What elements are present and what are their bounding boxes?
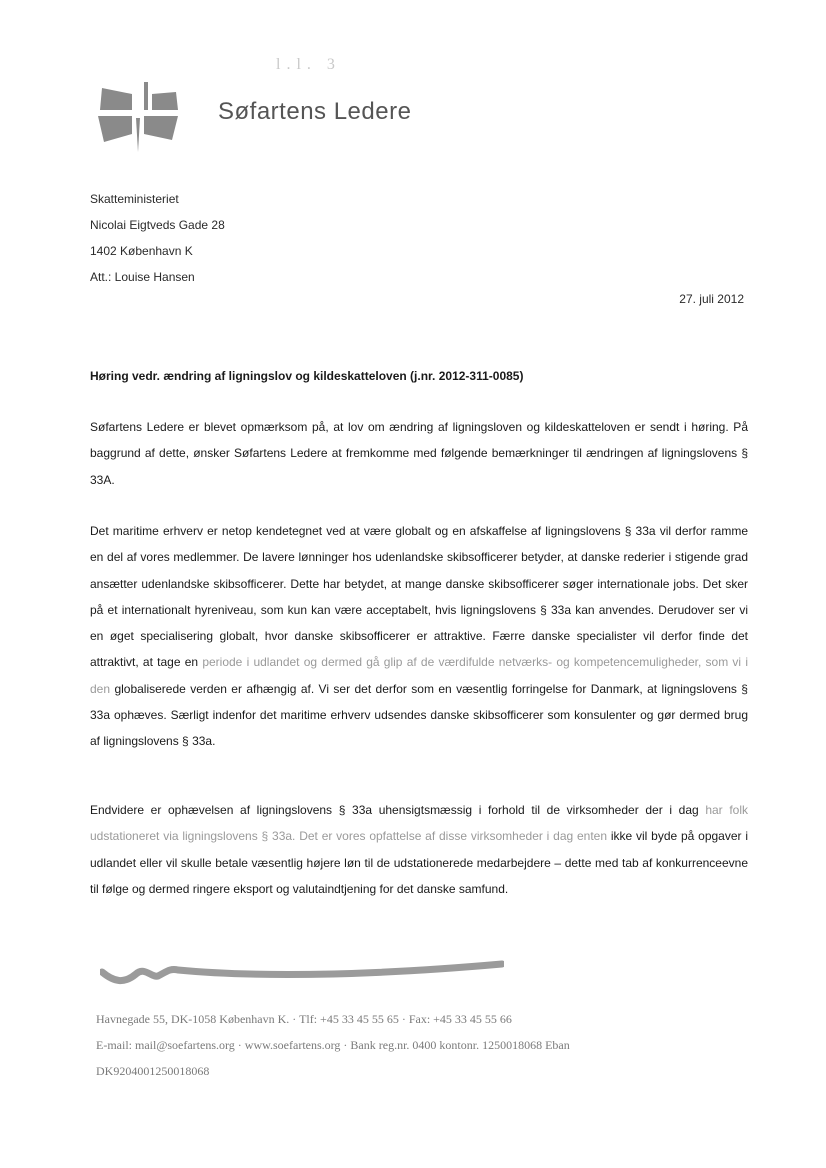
- recipient-line: Nicolai Eigtveds Gade 28: [90, 218, 225, 232]
- paragraph-3-part-a: Endvidere er ophævelsen af ligningslovens § 33a uhensigtsmæssig i forhold til de virksomheder der i dag: [90, 803, 699, 817]
- paragraph-3-part-b-faded: har folk udstationeret via ligningslovens § 33a. Det er vores opfattelse af disse virksomheder i dag enten: [90, 803, 748, 844]
- paragraph-2-part-a: Det maritime erhverv er netop kendetegnet ved at være globalt og en afskaffelse af ligningslovens § 33a vil derfor ramme en del af vores medlemmer. De lavere lønninger hos udenlandske skibsofficerer betyder, at danske rederier i stigende grad ansætter udenlandske skibsofficerer. Dette har betydet, at mange danske skibsofficerer søger internationale jobs. Det sker på et internationalt hyreniveau, som kun kan være acceptabelt, hvis ligningslovens § 33a kan anvendes. Derudover ser vi en øget specialisering globalt, hvor danske skibsofficerer er attraktive. Færre danske specialister vil derfor finde det attraktivt, at tage en: [90, 524, 748, 670]
- recipient-line: Att.: Louise Hansen: [90, 270, 195, 284]
- footer-address-line: Havnegade 55, DK-1058 København K. · Tlf: +45 33 45 55 65 · Fax: +45 33 45 55 66: [96, 1012, 512, 1026]
- paragraph-1: Søfartens Ledere er blevet opmærksom på, at lov om ændring af ligningsloven og kildeskatteloven er sendt i høring. På baggrund af dette, ønsker Søfartens Ledere at fremkomme med følgende bemærkninger til ændringen af ligningslovens § 33A.: [90, 420, 748, 487]
- letter-footer: [96, 1006, 570, 1084]
- paragraph-2-part-b-faded: periode i udlandet og dermed gå glip af de værdifulde netværks- og kompetencemuligheder, som vi i den: [90, 655, 748, 696]
- letter-date: 27. juli 2012: [679, 292, 744, 306]
- organization-logo: [96, 80, 180, 154]
- footer-iban-line: DK9204001250018068: [96, 1064, 210, 1078]
- recipient-line: Skatteministeriet: [90, 192, 179, 206]
- letter-subject: Høring vedr. ændring af ligningslov og kildeskatteloven (j.nr. 2012-311-0085): [90, 369, 524, 383]
- paragraph-2: [90, 518, 748, 755]
- wave-signature-graphic: [100, 952, 504, 998]
- handwritten-scribble: l.l. 3: [276, 56, 341, 73]
- recipient-line: 1402 København K: [90, 244, 193, 258]
- recipient-address: [90, 186, 225, 290]
- paragraph-3: [90, 797, 748, 902]
- paragraph-2-part-c: globaliserede verden er afhængig af. Vi ser det derfor som en væsentlig forringelse for Danmark, at ligningslovens § 33a ophæves. Særligt indenfor det maritime erhverv udsendes danske skibsofficerer som konsulenter og gør dermed brug af ligningslovens § 33a.: [90, 681, 748, 749]
- paragraph-3-part-c: ikke vil byde på opgaver i udlandet eller vil skulle betale væsentlig højere løn til de udstationerede medarbejdere – dette med tab af konkurrenceevne til følge og dermed ringere eksport og valutaindtjening for det danske samfund.: [90, 829, 749, 896]
- footer-contact-line: E-mail: mail@soefartens.org · www.soefartens.org · Bank reg.nr. 0400 kontonr. 1250018068 Eban: [96, 1038, 570, 1052]
- organization-name: Søfartens Ledere: [218, 98, 412, 125]
